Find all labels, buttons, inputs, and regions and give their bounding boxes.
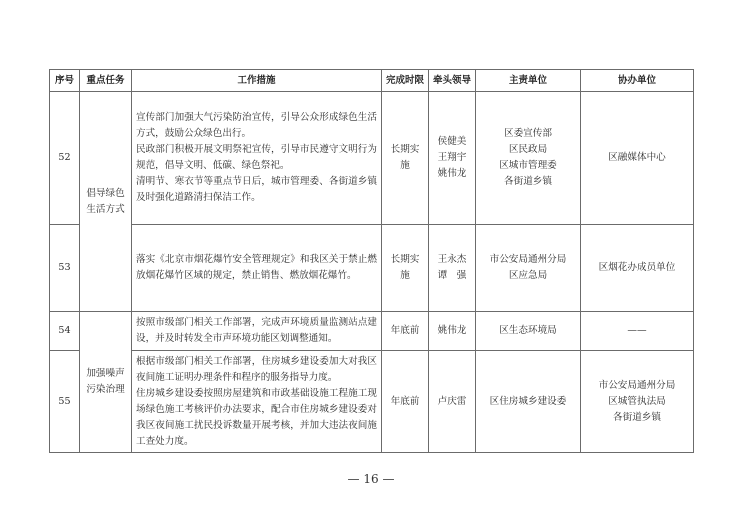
table-row [50, 351, 694, 453]
unit-name: 区生态环境局 [499, 325, 557, 336]
leader-name: 姚伟龙 [437, 168, 467, 179]
header-task: 重点任务 [80, 70, 132, 92]
assist-unit-cell [581, 351, 694, 453]
unit-name: —— [627, 325, 647, 336]
lead-unit-cell [476, 92, 581, 225]
table-header-row [50, 70, 694, 92]
task-line: 倡导绿色 [86, 187, 125, 199]
measure-paragraph: 按照市级部门相关工作部署，完成声环境质量监测站点建设，并及时转发全市声环境功能区划调整通知。 [136, 317, 377, 344]
leader-cell [429, 225, 476, 312]
lead-unit-cell [476, 225, 581, 312]
task-cell [80, 92, 132, 312]
leader-name: 王翔宇 [437, 152, 467, 163]
measure-paragraph: 住房城乡建设委按照房屋建筑和市政基础设施工程施工现场绿色施工考核评价办法要求，配合市住房城乡建设委对我区夜间施工扰民投诉数量开展考核，并加大违法夜间施工查处力度。 [136, 387, 377, 447]
row-number: 55 [50, 351, 80, 453]
leader-name: 谭 强 [437, 270, 467, 281]
unit-name: 区民政局 [508, 144, 548, 155]
unit-name: 市公安局通州分局 [489, 254, 567, 265]
measures-cell [132, 225, 382, 312]
leader-name: 侯健美 [437, 136, 467, 147]
measure-paragraph: 落实《北京市烟花爆竹安全管理规定》和我区关于禁止燃放烟花爆竹区域的规定，禁止销售、燃放烟花爆竹。 [136, 254, 377, 281]
assist-unit-cell [581, 312, 694, 351]
table-row [50, 92, 694, 225]
table-row [50, 312, 694, 351]
row-number: 52 [50, 92, 80, 225]
measure-paragraph: 清明节、寒衣节等重点节日后，城市管理委、各街道乡镇及时强化道路清扫保洁工作。 [136, 176, 377, 203]
lead-unit-cell [476, 312, 581, 351]
measure-paragraph: 宣传部门加强大气污染防治宣传，引导公众形成绿色生活方式，鼓励公众绿色出行。 [136, 112, 377, 139]
unit-name: 区融媒体中心 [608, 152, 666, 163]
task-line: 加强噪声 [86, 368, 125, 379]
row-number: 54 [50, 312, 80, 351]
unit-name: 区城管执法局 [608, 395, 666, 407]
measures-cell [132, 312, 382, 351]
unit-name: 区烟花办成员单位 [598, 262, 676, 273]
unit-name: 各街道乡镇 [613, 411, 661, 423]
deadline-cell: 长期实施 [382, 92, 429, 225]
deadline-cell: 年底前 [382, 312, 429, 351]
header-deadline: 完成时限 [382, 70, 429, 92]
row-number: 53 [50, 225, 80, 312]
header-lead-unit: 主责单位 [476, 70, 581, 92]
task-line: 生活方式 [86, 203, 125, 215]
header-assist-unit: 协办单位 [581, 70, 694, 92]
assist-unit-cell [581, 92, 694, 225]
measure-paragraph: 根据市级部门相关工作部署，住房城乡建设委加大对我区夜间施工证明办理条件和程序的服务指导力度。 [136, 355, 377, 383]
unit-name: 区城市管理委 [499, 160, 557, 171]
unit-name: 区住房城乡建设委 [489, 395, 567, 407]
unit-name: 各街道乡镇 [504, 176, 552, 187]
deadline-cell: 长期实施 [382, 225, 429, 312]
leader-name: 姚伟龙 [437, 325, 467, 336]
measure-paragraph: 民政部门积极开展文明祭祀宣传，引导市民遵守文明行为规范，倡导文明、低碳、绿色祭祀。 [136, 144, 377, 171]
deadline-cell: 年底前 [382, 351, 429, 453]
task-cell [80, 312, 132, 453]
task-table [49, 69, 694, 453]
leader-name: 卢庆雷 [437, 395, 467, 407]
task-line: 污染治理 [86, 384, 125, 395]
header-measures: 工作措施 [132, 70, 382, 92]
unit-name: 区委宣传部 [504, 128, 552, 139]
leader-cell [429, 312, 476, 351]
leader-cell [429, 351, 476, 453]
measures-cell [132, 351, 382, 453]
unit-name: 区应急局 [508, 270, 548, 281]
lead-unit-cell [476, 351, 581, 453]
header-no: 序号 [50, 70, 80, 92]
page-number: — 16 — [347, 472, 395, 486]
leader-name: 王永杰 [437, 254, 467, 265]
table-row [50, 225, 694, 312]
header-leader: 牵头领导 [429, 70, 476, 92]
unit-name: 市公安局通州分局 [598, 379, 676, 391]
measures-cell [132, 92, 382, 225]
assist-unit-cell [581, 225, 694, 312]
leader-cell [429, 92, 476, 225]
